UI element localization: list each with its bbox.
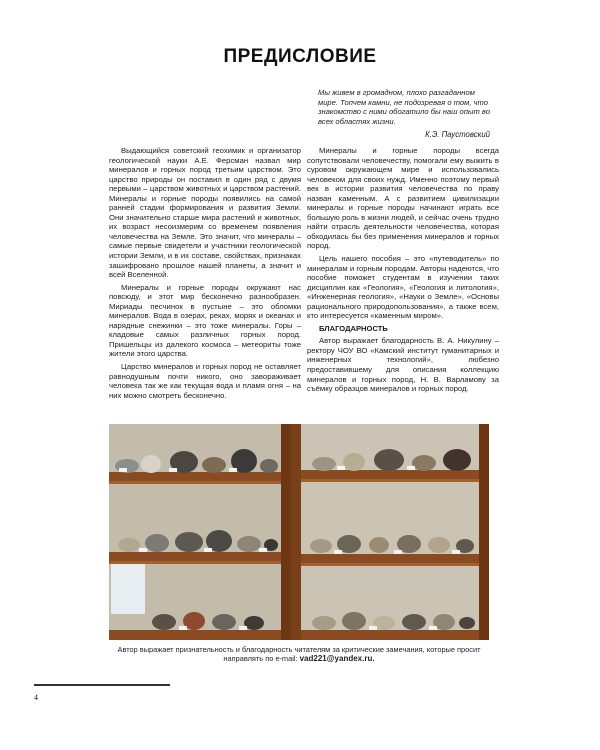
acknowledgement-text: Автор выражает благодарность В. А. Никулину – ректору ЧОУ ВО «Камский институт гуманитарных и инженерных технологий», любезно предоставившему для описания коллекцию минералов и горных пород, Н. В. Варламову за съёмку образцов минералов и горных пород. [307, 336, 499, 394]
paragraph: Царство минералов и горных пород не оставляет равнодушным почти никого, оно завораживает человека так же как текущая вода и пламя огня – на них можно смотреть бесконечно. [109, 362, 301, 400]
paragraph: Выдающийся советский геохимик и организатор геологической науки А.Е. Ферсман назвал мир минералов и горных пород третьим царством. Это царство природы он поставил в один ряд с двумя первыми – царством животных и царством растений. Минералы и горные породы появились на самой ранней стадии формирования и развития Земли. Они значительно старше мира растений и животных, их возраст несоизмерим со временем появления человечества на Земле. Это значит, что минералы – самые первые свидетели и участники геологической истории Земли, и в их составе, свойствах, признаках зашифровано прошлое нашей планеты, а значит и всей Вселенной. [109, 146, 301, 280]
epigraph [318, 88, 490, 140]
caption-text: Автор выражает признательность и благодарность читателям за критические замечания, которые просит направлять по e-mail: [117, 645, 481, 664]
mineral-collection-photo [109, 424, 489, 640]
epigraph-author: К.Э. Паустовский [425, 130, 490, 140]
paragraph: Цель нашего пособия – это «путеводитель» по минералам и горным породам. Авторы надеются, что пособие поможет студентам в изучении таких дисциплин как «Геология», «Геология и литология», «Инженерная геология», «Науки о Земле», «Основы рационального природопользования», а также всем, кто интересуется «каменным миром». [307, 254, 499, 321]
paragraph: Минералы и горные породы всегда сопутствовали человечеству, помогали ему выжить в суровом окружающем мире и использовались человеком для своих нужд. Именно поэтому первый век в истории развития человечества по праву назван каменным. А с развитием цивилизации минералы и горные породы начинают играть все большую роль в жизни людей, и сейчас очень трудно найти отрасль деятельности человечества, которая обходилась бы без применения минералов и горных пород. [307, 146, 499, 251]
right-column [307, 146, 499, 397]
left-column [109, 146, 301, 403]
cabinet-illustration [109, 424, 489, 640]
acknowledgement-heading: БЛАГОДАРНОСТЬ [319, 323, 388, 333]
footer-rule [34, 684, 170, 686]
page-number: 4 [34, 693, 38, 702]
epigraph-text: Мы живем в громадном, плохо разгаданном мире. Топчем камни, не подозревая о том, что знакомство с ними обогатило бы наш опыт во всех областях жизни. [318, 88, 490, 126]
paragraph: Минералы и горные породы окружают нас повсюду, и этот мир бесконечно разнообразен. Мириады песчинок в пустыне – это обломки минералов. Вода в озерах, реках, морях и океанах и нарядные снежинки – это тоже минералы. Горы – кладовые самых различных горных пород. Пришельцы из далекого космоса – метеориты тоже жители этого царства. [109, 282, 301, 359]
photo-caption [109, 645, 489, 664]
page-title: ПРЕДИСЛОВИЕ [223, 46, 377, 67]
contact-email: vad221@yandex.ru. [299, 654, 375, 664]
